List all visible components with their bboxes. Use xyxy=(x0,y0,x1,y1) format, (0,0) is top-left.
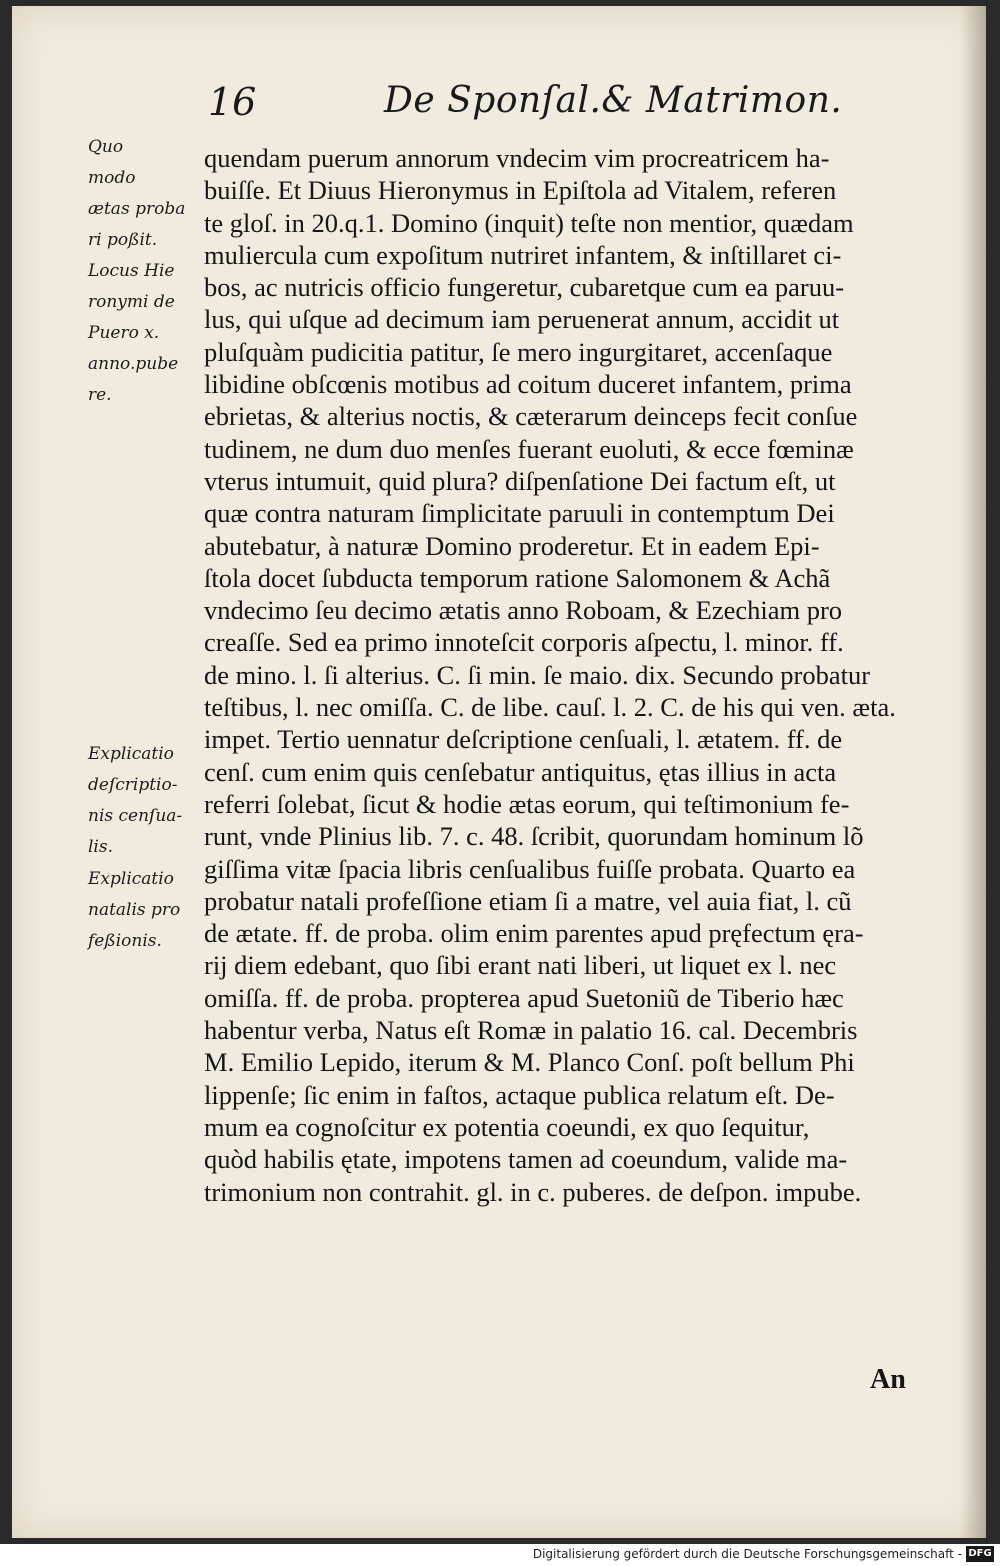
text-line: pluſquàm pudicitia patitur, ſe mero ingurgitaret, accenſaque xyxy=(204,336,833,367)
marginal-line: lis. xyxy=(88,837,114,857)
text-line: quæ contra naturam ſimplicitate paruuli in contemptum Dei xyxy=(204,498,835,529)
text-line: quendam puerum annorum vndecim vim procreatricem ha- xyxy=(204,143,830,173)
marginal-note-age-proof xyxy=(88,132,206,411)
text-line: trimonium non contrahit. gl. in c. puberes. de deſpon. impube. xyxy=(204,1176,862,1207)
text-line: M. Emilio Lepido, iterum & M. Planco Conſ. poſt bellum Phi xyxy=(204,1047,855,1078)
text-line: muliercula cum expoſitum nutriret infantem, & inſtillaret ci- xyxy=(204,239,842,270)
text-line: bos, ac nutricis officio fungeretur, cubaretque cum ea paruu- xyxy=(204,272,845,303)
text-line: runt, vnde Plinius lib. 7. c. 48. ſcribit, quorundam hominum lõ xyxy=(204,821,864,852)
text-line: mum ea cognoſcitur ex potentia coeundi, ex quo ſequitur, xyxy=(204,1111,810,1142)
marginal-line: Quo xyxy=(88,137,124,157)
text-line: vterus intumuit, quid plura? diſpenſatione Dei factum eſt, ut xyxy=(204,465,836,496)
marginal-line: Explicatio xyxy=(88,744,174,764)
text-line: tudinem, ne dum duo menſes fuerant euoluti, & ecce fœminæ xyxy=(204,433,854,464)
text-line: lus, qui uſque ad decimum iam peruenerat annum, accidit ut xyxy=(204,304,840,335)
text-line: impet. Tertio uennatur deſcriptione cenſuali, l. ætatem. ff. de xyxy=(204,724,843,755)
text-line: lippenſe; ſic enim in faſtos, actaque publica relatum eſt. De- xyxy=(204,1079,835,1110)
marginal-line: Explicatio xyxy=(88,869,174,889)
body-text xyxy=(204,142,964,1208)
running-head: De Sponſal.& Matrimon. xyxy=(384,80,843,121)
marginal-line: feßionis. xyxy=(88,931,162,951)
marginal-line: modo xyxy=(88,168,136,188)
text-line: abutebatur, à naturæ Domino proderetur. Et in eadem Epi- xyxy=(204,530,820,561)
page-number: 16 xyxy=(208,80,257,124)
text-line: de mino. l. ſi alterius. C. ſi min. ſe maio. dix. Secundo probatur xyxy=(204,659,871,690)
footer-credit: Digitalisierung gefördert durch die Deutsche Forschungsgemeinschaft - xyxy=(532,1547,962,1561)
book-page xyxy=(12,6,986,1538)
text-line: ſtola docet ſubducta temporum ratione Salomonem & Achã xyxy=(204,562,831,593)
marginal-line: ronymi de xyxy=(88,292,175,312)
text-line: rij diem edebant, quo ſibi erant nati liberi, ut liquet ex l. nec xyxy=(204,950,837,981)
text-line: quòd habilis ętate, impotens tamen ad coeundum, valide ma- xyxy=(204,1144,848,1175)
marginal-line: anno.pube xyxy=(88,354,179,374)
text-line: giſſima vitæ ſpacia libris cenſualibus fuiſſe probata. Quarto ea xyxy=(204,853,856,884)
marginal-line: natalis pro xyxy=(88,900,181,920)
text-line: buiſſe. Et Diuus Hieronymus in Epiſtola ad Vitalem, referen xyxy=(204,175,837,206)
text-line: ebrietas, & alterius noctis, & cæterarum deinceps fecit conſue xyxy=(204,401,858,432)
marginal-note-census xyxy=(88,739,206,863)
marginal-line: ri poßit. xyxy=(88,230,158,250)
marginal-line: ætas proba xyxy=(88,199,186,219)
text-line: probatur natali profeſſione etiam ſi a matre, vel auia fiat, l. cũ xyxy=(204,885,852,916)
text-line: omiſſa. ff. de proba. propterea apud Suetoniũ de Tiberio hæc xyxy=(204,982,844,1013)
footer-bar xyxy=(0,1544,1000,1566)
text-line: habentur verba, Natus eſt Romæ in palatio 16. cal. Decembris xyxy=(204,1015,858,1046)
text-line: teſtibus, l. nec omiſſa. C. de libe. cauſ. l. 2. C. de his qui ven. æta. xyxy=(204,692,896,723)
marginal-line: re. xyxy=(88,385,112,405)
text-line: te gloſ. in 20.q.1. Domino (inquit) teſte non mentior, quædam xyxy=(204,207,854,238)
text-line: referri ſolebat, ſicut & hodie ætas eorum, qui teſtimonium fe- xyxy=(204,788,850,819)
text-line: vndecimo ſeu decimo ætatis anno Roboam, & Ezechiam pro xyxy=(204,595,843,626)
catchword: An xyxy=(870,1364,906,1395)
text-line: libidine obſcœnis motibus ad coitum duceret infantem, prima xyxy=(204,369,852,400)
page-header xyxy=(12,76,986,136)
marginal-note-birth-declaration xyxy=(88,864,206,957)
text-line: creaſſe. Sed ea primo innoteſcit corporis aſpectu, l. minor. ff. xyxy=(204,627,844,658)
marginal-line: Locus Hie xyxy=(88,261,175,281)
text-line: cenſ. cum enim quis cenſebatur antiquitus, ętas illius in acta xyxy=(204,756,837,787)
marginal-line: nis cenſua- xyxy=(88,806,183,826)
marginal-line: Puero x. xyxy=(88,323,160,343)
text-line: de ætate. ff. de proba. olim enim parentes apud pręfectum ęra- xyxy=(204,918,864,949)
marginal-line: deſcriptio- xyxy=(88,775,178,795)
dfg-logo: DFG xyxy=(966,1546,994,1562)
